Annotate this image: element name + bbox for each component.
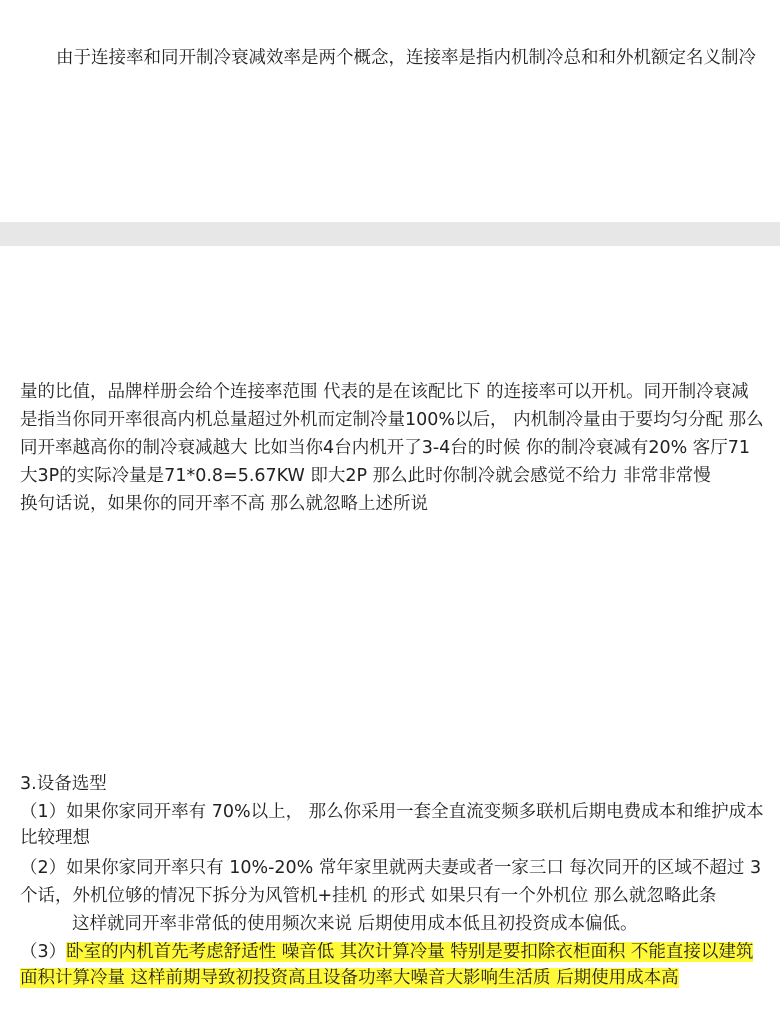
paragraph-line: 量的比值，品牌样册会给个连接率范围 代表的是在该配比下 的连接率可以开机。同开制冷衰减 (20, 382, 749, 402)
paragraph-line: 同开率越高你的制冷衰减越大 比如当你4台内机开了3-4台的时候 你的制冷衰减有20% 客厅71 (20, 438, 751, 458)
paragraph-line: 这样就同开率非常低的使用频次来说 后期使用成本低且初投资成本偏低。 (72, 914, 638, 934)
paragraph-line: 个话，外机位够的情况下拆分为风管机+挂机 的形式 如果只有一个外机位 那么就忽略此条 (20, 886, 717, 906)
highlighted-text: 面积计算冷量 这样前期导致初投资高且设备功率大噪音大影响生活质 后期使用成本高 (20, 968, 679, 988)
paragraph-line: 换句话说，如果你的同开率不高 那么就忽略上述所说 (20, 494, 429, 514)
paragraph-line: （1）如果你家同开率有 70%以上， 那么你采用一套全直流变频多联机后期电费成本和维护成本 (20, 802, 764, 822)
highlighted-text: 卧室的内机首先考虑舒适性 噪音低 其次计算冷量 特别是要扣除衣柜面积 不能直接以建筑 (66, 942, 754, 962)
highlighted-paragraph-line (20, 940, 770, 964)
highlighted-paragraph-line (20, 966, 770, 990)
section-heading: 3.设备选型 (20, 774, 107, 794)
paragraph-line: （2）如果你家同开率只有 10%-20% 常年家里就两夫妻或者一家三口 每次同开的区域不超过 3 (20, 858, 762, 878)
paragraph-line: 比较理想 (20, 828, 90, 848)
paragraph-line: 是指当你同开率很高内机总量超过外机而定制冷量100%以后， 内机制冷量由于要均匀分配 那么 (20, 410, 764, 430)
paragraph-line: 大3P的实际冷量是71*0.8=5.67KW 即大2P 那么此时你制冷就会感觉不给力 非常非常慢 (20, 466, 711, 486)
paragraph-line: 由于连接率和同开制冷衰减效率是两个概念，连接率是指内机制冷总和和外机额定名义制冷 (56, 48, 756, 68)
list-marker: （3） (20, 942, 67, 962)
page-separator (0, 222, 780, 246)
